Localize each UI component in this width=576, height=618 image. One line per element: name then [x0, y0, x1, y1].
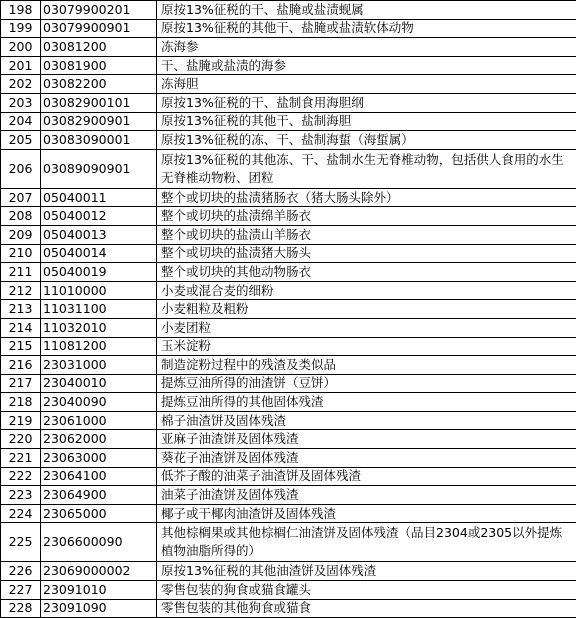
hs-code-cell: 23062000 [41, 430, 157, 449]
row-number-cell: 219 [1, 411, 41, 430]
description-cell: 其他棕榈果或其他棕榈仁油渣饼及固体残渣（品目2304或2305以外提炼植物油脂所得的） [157, 523, 576, 562]
hs-code-cell: 23091010 [41, 581, 157, 600]
row-number-cell: 202 [1, 75, 41, 94]
table-row [1, 486, 576, 505]
table-row [1, 149, 576, 188]
row-number-cell: 225 [1, 523, 41, 562]
table-row [1, 504, 576, 523]
table-row [1, 300, 576, 319]
description-cell: 低芥子酸的油菜子油渣饼及固体残渣 [157, 467, 576, 486]
description-cell: 干、盐腌或盐渍的海参 [157, 56, 576, 75]
row-number-cell: 211 [1, 263, 41, 282]
hs-code-cell: 03083090001 [41, 131, 157, 150]
row-number-cell: 226 [1, 562, 41, 581]
table-row [1, 599, 576, 618]
row-number-cell: 206 [1, 149, 41, 188]
description-cell: 提炼豆油所得的其他固体残渣 [157, 393, 576, 412]
hs-code-cell: 23031000 [41, 356, 157, 375]
hs-code-cell: 03079900901 [41, 19, 157, 38]
description-cell: 椰子或干椰肉油渣饼及固体残渣 [157, 504, 576, 523]
description-cell: 葵花子油渣饼及固体残渣 [157, 449, 576, 468]
table-row [1, 112, 576, 131]
row-number-cell: 223 [1, 486, 41, 505]
table-row [1, 318, 576, 337]
hs-code-cell: 03079900201 [41, 1, 157, 20]
description-cell: 原按13%征税的其他干、盐腌或盐渍软体动物 [157, 19, 576, 38]
description-cell: 制造淀粉过程中的残渣及类似品 [157, 356, 576, 375]
row-number-cell: 207 [1, 188, 41, 207]
description-cell: 原按13%征税的其他干、盐制海胆 [157, 112, 576, 131]
row-number-cell: 221 [1, 449, 41, 468]
row-number-cell: 214 [1, 318, 41, 337]
description-cell: 小麦或混合麦的细粉 [157, 281, 576, 300]
hs-code-cell: 05040012 [41, 207, 157, 226]
table-row [1, 19, 576, 38]
row-number-cell: 215 [1, 337, 41, 356]
description-cell: 原按13%征税的冻、干、盐制海蜇（海蜇属） [157, 131, 576, 150]
row-number-cell: 208 [1, 207, 41, 226]
hs-code-cell: 23069000002 [41, 562, 157, 581]
table-row [1, 1, 576, 20]
row-number-cell: 217 [1, 374, 41, 393]
description-cell: 原按13%征税的其他冻、干、盐制水生无脊椎动物，包括供人食用的水生无脊椎动物粉、团粒 [157, 149, 576, 188]
table-row [1, 411, 576, 430]
hs-code-cell: 05040013 [41, 225, 157, 244]
row-number-cell: 220 [1, 430, 41, 449]
table-row [1, 393, 576, 412]
table-row [1, 430, 576, 449]
table-row [1, 337, 576, 356]
description-cell: 冻海胆 [157, 75, 576, 94]
hs-code-cell: 05040019 [41, 263, 157, 282]
hs-code-cell: 2306600090 [41, 523, 157, 562]
description-cell: 小麦粗粒及粗粉 [157, 300, 576, 319]
table-row [1, 523, 576, 562]
hs-code-cell: 23063000 [41, 449, 157, 468]
hs-code-cell: 11032010 [41, 318, 157, 337]
row-number-cell: 199 [1, 19, 41, 38]
table-row [1, 207, 576, 226]
row-number-cell: 216 [1, 356, 41, 375]
description-cell: 油菜子油渣饼及固体残渣 [157, 486, 576, 505]
description-cell: 整个或切块的其他动物肠衣 [157, 263, 576, 282]
table-row [1, 263, 576, 282]
table-row [1, 281, 576, 300]
description-cell: 提炼豆油所得的油渣饼（豆饼） [157, 374, 576, 393]
table-row [1, 188, 576, 207]
table-row [1, 38, 576, 57]
description-cell: 零售包装的狗食或猫食罐头 [157, 581, 576, 600]
table-row [1, 93, 576, 112]
description-cell: 玉米淀粉 [157, 337, 576, 356]
table-row [1, 356, 576, 375]
hs-code-cell: 03082900901 [41, 112, 157, 131]
description-cell: 整个或切块的盐渍猪大肠头 [157, 244, 576, 263]
row-number-cell: 224 [1, 504, 41, 523]
hs-code-cell: 11031100 [41, 300, 157, 319]
row-number-cell: 201 [1, 56, 41, 75]
description-cell: 原按13%征税的其他油渣饼及固体残渣 [157, 562, 576, 581]
hs-code-cell: 11081200 [41, 337, 157, 356]
hs-code-cell: 03081200 [41, 38, 157, 57]
table-row [1, 467, 576, 486]
hs-code-cell: 05040011 [41, 188, 157, 207]
row-number-cell: 204 [1, 112, 41, 131]
row-number-cell: 222 [1, 467, 41, 486]
table-row [1, 581, 576, 600]
hs-code-cell: 23040090 [41, 393, 157, 412]
table-row [1, 56, 576, 75]
row-number-cell: 212 [1, 281, 41, 300]
description-cell: 零售包装的其他狗食或猫食 [157, 599, 576, 618]
hs-code-cell: 03081900 [41, 56, 157, 75]
description-cell: 棉子油渣饼及固体残渣 [157, 411, 576, 430]
row-number-cell: 205 [1, 131, 41, 150]
row-number-cell: 228 [1, 599, 41, 618]
table-row [1, 225, 576, 244]
description-cell: 亚麻子油渣饼及固体残渣 [157, 430, 576, 449]
hs-code-cell: 23064100 [41, 467, 157, 486]
table-row [1, 374, 576, 393]
table-row [1, 75, 576, 94]
row-number-cell: 227 [1, 581, 41, 600]
description-cell: 整个或切块的盐渍猪肠衣（猪大肠头除外） [157, 188, 576, 207]
table-row [1, 244, 576, 263]
hs-code-cell: 23064900 [41, 486, 157, 505]
table-row [1, 449, 576, 468]
description-cell: 原按13%征税的干、盐制食用海胆纲 [157, 93, 576, 112]
hs-code-cell: 03089090901 [41, 149, 157, 188]
hs-code-cell: 05040014 [41, 244, 157, 263]
hs-code-cell: 23091090 [41, 599, 157, 618]
table-row [1, 131, 576, 150]
hs-code-cell: 11010000 [41, 281, 157, 300]
row-number-cell: 198 [1, 1, 41, 20]
row-number-cell: 210 [1, 244, 41, 263]
tariff-table-body [1, 1, 576, 618]
hs-code-cell: 23061000 [41, 411, 157, 430]
description-cell: 冻海参 [157, 38, 576, 57]
description-cell: 整个或切块的盐渍绵羊肠衣 [157, 207, 576, 226]
row-number-cell: 218 [1, 393, 41, 412]
row-number-cell: 209 [1, 225, 41, 244]
table-row [1, 562, 576, 581]
row-number-cell: 200 [1, 38, 41, 57]
row-number-cell: 213 [1, 300, 41, 319]
description-cell: 原按13%征税的干、盐腌或盐渍蚬属 [157, 1, 576, 20]
description-cell: 小麦团粒 [157, 318, 576, 337]
row-number-cell: 203 [1, 93, 41, 112]
hs-code-cell: 23065000 [41, 504, 157, 523]
hs-code-cell: 03082900101 [41, 93, 157, 112]
hs-code-cell: 23040010 [41, 374, 157, 393]
hs-code-cell: 03082200 [41, 75, 157, 94]
description-cell: 整个或切块的盐渍山羊肠衣 [157, 225, 576, 244]
